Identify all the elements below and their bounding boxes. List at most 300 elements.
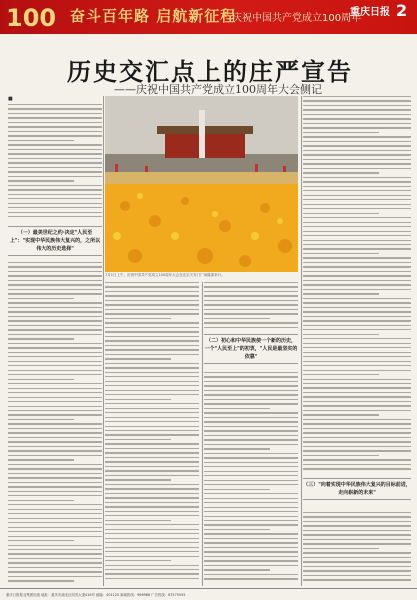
body-text-line <box>105 381 199 382</box>
body-text-line <box>8 468 102 469</box>
body-text-line <box>105 565 199 566</box>
body-text-line <box>105 385 199 386</box>
body-text-line <box>8 441 102 442</box>
body-text-line <box>8 518 102 519</box>
body-text-line <box>204 493 298 494</box>
body-text-line <box>303 530 411 531</box>
byline: ■ <box>8 96 13 102</box>
body-text-line <box>105 336 199 337</box>
body-text-line <box>303 334 379 335</box>
body-text-line <box>303 195 411 196</box>
body-text-line <box>8 108 102 109</box>
body-text-line <box>204 475 298 476</box>
body-text-line <box>204 282 298 283</box>
body-text-line <box>303 459 411 460</box>
body-text-line <box>8 289 102 290</box>
body-text-line <box>8 486 102 487</box>
body-text-line <box>303 525 411 526</box>
body-column-right-top <box>303 96 411 476</box>
body-text-line <box>8 284 102 285</box>
body-text-line <box>105 439 171 440</box>
body-text-line <box>105 358 171 359</box>
body-text-line <box>8 311 102 312</box>
body-text-line <box>105 309 199 310</box>
body-column-left-bottom <box>8 262 102 586</box>
body-text-line <box>303 105 411 106</box>
body-text-line <box>8 464 102 465</box>
body-text-line <box>303 414 379 415</box>
body-text-line <box>303 379 411 380</box>
body-text-line <box>303 548 379 549</box>
body-text-line <box>303 136 411 137</box>
body-text-line <box>8 388 102 389</box>
body-text-line <box>204 547 298 548</box>
body-text-line <box>105 484 199 485</box>
body-text-line <box>303 441 411 442</box>
body-column-middle-3 <box>204 372 298 586</box>
body-text-line <box>105 520 171 521</box>
body-text-line <box>105 426 199 427</box>
body-text-line <box>303 410 411 411</box>
body-text-line <box>105 363 199 364</box>
body-text-line <box>303 325 411 326</box>
body-text-line <box>8 153 102 154</box>
body-text-line <box>303 311 411 312</box>
body-text-line <box>303 534 411 535</box>
body-text-line <box>204 295 298 296</box>
body-text-line <box>204 556 298 557</box>
body-text-line <box>105 331 199 332</box>
body-text-line <box>303 320 411 321</box>
body-text-line <box>303 253 379 254</box>
body-text-line <box>8 477 102 478</box>
body-text-line <box>303 298 411 299</box>
body-text-line <box>8 352 102 353</box>
body-text-line <box>8 455 102 456</box>
body-text-line <box>8 527 102 528</box>
body-text-line <box>303 204 411 205</box>
body-text-line <box>303 516 411 517</box>
body-text-line <box>8 334 102 335</box>
body-text-line <box>8 271 102 272</box>
body-text-line <box>8 383 102 384</box>
body-text-line <box>303 302 411 303</box>
banner-subtitle: 庆祝中国共产党成立100周年 <box>232 13 362 24</box>
body-text-line <box>105 390 199 391</box>
body-text-line <box>105 506 199 507</box>
body-column-middle-2 <box>204 282 298 332</box>
column-rule <box>103 96 104 586</box>
body-text-line <box>303 401 411 402</box>
body-text-line <box>8 338 74 339</box>
body-text-line <box>204 489 270 490</box>
article-headline: 历史交汇点上的庄严宣告 <box>67 58 353 86</box>
photo-caption: 7月1日上午，庆祝中国共产党成立100周年大会在北京天安门广场隆重举行。 <box>105 273 225 277</box>
body-text-line <box>303 347 411 348</box>
body-text-line <box>204 444 298 445</box>
body-text-line <box>204 551 298 552</box>
body-text-line <box>8 459 74 460</box>
body-text-line <box>204 466 298 467</box>
body-text-line <box>303 575 411 576</box>
body-text-line <box>105 417 199 418</box>
body-text-line <box>204 394 298 395</box>
body-text-line <box>8 298 74 299</box>
body-text-line <box>204 457 298 458</box>
body-text-line <box>204 578 298 579</box>
body-text-line <box>204 533 298 534</box>
body-text-line <box>303 132 379 133</box>
body-text-line <box>204 507 298 508</box>
body-text-line <box>204 412 298 413</box>
body-text-line <box>105 479 171 480</box>
body-text-line <box>8 571 102 572</box>
body-text-line <box>8 158 102 159</box>
body-text-line <box>8 203 102 204</box>
body-text-line <box>8 401 102 402</box>
body-column-left-top <box>8 104 102 224</box>
body-text-line <box>303 552 411 553</box>
body-text-line <box>8 162 102 163</box>
body-text-line <box>8 500 74 501</box>
body-text-line <box>303 114 411 115</box>
body-text-line <box>8 562 102 563</box>
body-text-line <box>204 372 298 373</box>
body-text-line <box>8 473 102 474</box>
body-text-line <box>8 370 102 371</box>
body-text-line <box>105 421 199 422</box>
body-text-line <box>204 524 298 525</box>
page-footer: 重庆日报报业集团出版 地址：重庆市渝北区同茂大道416号 邮编：401120 新闻热线：966966 广告热线：67575555 <box>0 588 417 600</box>
body-text-line <box>8 275 102 276</box>
body-text-line <box>105 291 199 292</box>
body-text-line <box>303 570 411 571</box>
body-text-line <box>204 448 270 449</box>
body-text-line <box>105 488 199 489</box>
body-text-line <box>8 316 102 317</box>
body-text-line <box>8 194 102 195</box>
body-text-line <box>204 286 298 287</box>
body-text-line <box>303 231 411 232</box>
body-text-line <box>303 557 411 558</box>
body-text-line <box>8 504 102 505</box>
body-text-line <box>8 553 102 554</box>
body-text-line <box>204 322 298 323</box>
body-text-line <box>8 176 102 177</box>
body-text-line <box>303 186 411 187</box>
body-text-line <box>8 406 102 407</box>
body-text-line <box>105 529 199 530</box>
body-text-line <box>303 222 411 223</box>
body-text-line <box>8 558 102 559</box>
body-text-line <box>204 430 298 431</box>
centenary-logo <box>4 2 58 32</box>
body-text-line <box>105 448 199 449</box>
body-text-line <box>8 397 102 398</box>
body-text-line <box>105 322 199 323</box>
body-text-line <box>8 513 102 514</box>
body-text-line <box>105 547 199 548</box>
top-banner <box>0 0 417 34</box>
body-text-line <box>105 394 199 395</box>
body-text-line <box>303 356 411 357</box>
body-text-line <box>8 545 102 546</box>
body-text-line <box>303 208 411 209</box>
body-text-line <box>204 408 270 409</box>
body-text-line <box>303 163 411 164</box>
body-text-line <box>8 437 102 438</box>
body-text-line <box>8 207 102 208</box>
body-text-line <box>204 403 298 404</box>
body-text-line <box>8 580 74 581</box>
body-text-line <box>303 177 411 178</box>
body-text-line <box>303 423 411 424</box>
body-text-line <box>303 280 411 281</box>
body-text-line <box>8 379 74 380</box>
banner-slogan: 奋斗百年路 启航新征程 <box>70 7 237 25</box>
body-text-line <box>303 289 411 290</box>
body-text-line <box>8 428 102 429</box>
body-text-line <box>303 387 411 388</box>
body-text-line <box>204 529 270 530</box>
body-text-line <box>8 185 102 186</box>
body-text-line <box>303 338 411 339</box>
body-text-line <box>303 365 411 366</box>
body-text-line <box>303 159 411 160</box>
body-text-line <box>105 556 199 557</box>
body-text-line <box>204 304 298 305</box>
body-text-line <box>303 213 379 214</box>
body-text-line <box>8 144 102 145</box>
tiananmen-square-photo <box>105 96 298 272</box>
body-text-line <box>8 531 102 532</box>
body-text-line <box>204 471 298 472</box>
body-text-line <box>303 370 411 371</box>
body-text-line <box>303 168 411 169</box>
body-text-line <box>8 122 102 123</box>
body-text-line <box>204 560 298 561</box>
body-text-line <box>8 536 102 537</box>
body-text-line <box>105 502 199 503</box>
body-text-line <box>303 464 411 465</box>
body-text-line <box>105 295 199 296</box>
body-text-line <box>105 345 199 346</box>
body-text-line <box>105 573 199 574</box>
body-text-line <box>8 216 102 217</box>
section-subhead-1: （一）最美世纪之约·决定"人民至上"："实现中华民族伟大复兴的，之所以伟大的历史选择" <box>8 226 102 256</box>
body-text-line <box>303 419 411 420</box>
body-text-line <box>303 432 411 433</box>
body-text-line <box>303 127 411 128</box>
body-text-line <box>303 561 411 562</box>
body-text-line <box>204 569 270 570</box>
body-text-line <box>303 428 411 429</box>
body-text-line <box>8 410 102 411</box>
body-text-line <box>303 316 411 317</box>
body-text-line <box>303 343 411 344</box>
body-text-line <box>204 381 298 382</box>
body-text-line <box>8 432 102 433</box>
body-text-line <box>303 455 379 456</box>
body-text-line <box>303 450 411 451</box>
body-text-line <box>204 462 298 463</box>
body-text-line <box>105 443 199 444</box>
body-text-line <box>105 569 199 570</box>
body-text-line <box>105 551 199 552</box>
body-text-line <box>204 538 298 539</box>
body-text-line <box>204 318 270 319</box>
body-text-line <box>105 457 199 458</box>
body-text-line <box>105 376 199 377</box>
body-text-line <box>105 327 199 328</box>
body-text-line <box>204 484 298 485</box>
body-text-line <box>8 302 102 303</box>
body-text-line <box>204 435 298 436</box>
body-text-line <box>204 542 298 543</box>
body-text-line <box>303 374 379 375</box>
body-text-line <box>105 300 199 301</box>
body-text-line <box>105 493 199 494</box>
body-text-line <box>204 417 298 418</box>
body-text-line <box>303 118 411 119</box>
body-text-line <box>8 522 102 523</box>
body-text-line <box>8 117 102 118</box>
body-text-line <box>303 284 411 285</box>
body-text-line <box>303 226 411 227</box>
body-text-line <box>105 412 199 413</box>
body-text-line <box>204 291 298 292</box>
body-text-line <box>303 275 411 276</box>
body-text-line <box>303 257 411 258</box>
body-text-line <box>8 320 102 321</box>
body-text-line <box>8 567 102 568</box>
body-text-line <box>204 421 298 422</box>
body-text-line <box>105 318 171 319</box>
body-text-line <box>204 498 298 499</box>
section-subhead-3: （三）"向着实现中华民族伟大复兴的目标前进，走向崭新的未来" <box>303 478 411 500</box>
body-text-line <box>8 266 102 267</box>
body-text-line <box>303 235 411 236</box>
body-text-line <box>303 352 411 353</box>
body-text-line <box>8 365 102 366</box>
body-text-line <box>303 172 379 173</box>
paper-name: 重庆日报 <box>350 7 390 18</box>
body-text-line <box>303 150 411 151</box>
body-text-line <box>303 96 411 97</box>
body-text-line <box>8 414 102 415</box>
body-text-line <box>105 304 199 305</box>
body-text-line <box>8 491 102 492</box>
body-text-line <box>8 126 102 127</box>
body-text-line <box>105 313 199 314</box>
body-text-line <box>8 446 102 447</box>
body-text-line <box>105 349 199 350</box>
body-column-middle-1 <box>105 282 199 586</box>
body-text-line <box>204 439 298 440</box>
body-text-line <box>303 154 411 155</box>
body-text-line <box>303 141 411 142</box>
body-text-line <box>105 475 199 476</box>
body-text-line <box>105 578 199 579</box>
body-text-line <box>303 405 411 406</box>
body-text-line <box>8 131 102 132</box>
body-text-line <box>105 367 199 368</box>
body-text-line <box>8 343 102 344</box>
body-text-line <box>8 419 74 420</box>
body-text-line <box>204 480 298 481</box>
main-photo <box>105 96 298 272</box>
body-text-line <box>8 576 102 577</box>
body-text-line <box>303 437 411 438</box>
body-text-line <box>303 539 411 540</box>
body-text-line <box>105 399 171 400</box>
body-text-line <box>8 293 102 294</box>
body-text-line <box>204 511 298 512</box>
column-rule <box>202 282 203 586</box>
body-text-line <box>105 340 199 341</box>
body-text-line <box>8 374 102 375</box>
body-text-line <box>105 408 199 409</box>
body-text-line <box>8 450 102 451</box>
body-text-line <box>303 293 379 294</box>
body-text-line <box>105 286 199 287</box>
body-text-line <box>8 495 102 496</box>
body-text-line <box>303 361 411 362</box>
body-text-line <box>303 543 411 544</box>
body-text-line <box>204 399 298 400</box>
body-text-line <box>8 167 102 168</box>
body-text-line <box>8 140 74 141</box>
body-text-line <box>8 423 102 424</box>
body-text-line <box>105 511 199 512</box>
body-text-line <box>303 446 411 447</box>
body-text-line <box>303 244 411 245</box>
body-text-line <box>8 356 102 357</box>
body-text-line <box>303 468 411 469</box>
body-text-line <box>105 282 199 283</box>
column-rule <box>301 96 302 586</box>
body-text-line <box>303 190 411 191</box>
body-text-line <box>303 521 411 522</box>
body-text-line <box>303 579 411 580</box>
body-text-line <box>8 171 102 172</box>
body-text-line <box>105 560 171 561</box>
body-text-line <box>204 516 298 517</box>
body-text-line <box>8 212 102 213</box>
body-text-line <box>204 574 298 575</box>
body-text-line <box>204 520 298 521</box>
body-text-line <box>105 497 199 498</box>
body-text-line <box>8 262 102 263</box>
body-text-line <box>204 309 298 310</box>
body-text-line <box>303 392 411 393</box>
body-text-line <box>204 502 298 503</box>
body-text-line <box>303 240 411 241</box>
body-text-line <box>204 376 298 377</box>
body-text-line <box>204 300 298 301</box>
body-text-line <box>105 524 199 525</box>
body-column-right-bottom <box>303 512 411 586</box>
body-text-line <box>204 426 298 427</box>
body-text-line <box>8 549 102 550</box>
body-text-line <box>204 327 298 328</box>
body-text-line <box>8 361 102 362</box>
body-text-line <box>105 461 199 462</box>
page-number: 2 <box>396 1 408 20</box>
body-text-line <box>303 181 411 182</box>
article-subheadline: ——庆祝中国共产党成立100周年大会侧记 <box>114 83 322 96</box>
body-text-line <box>204 385 298 386</box>
